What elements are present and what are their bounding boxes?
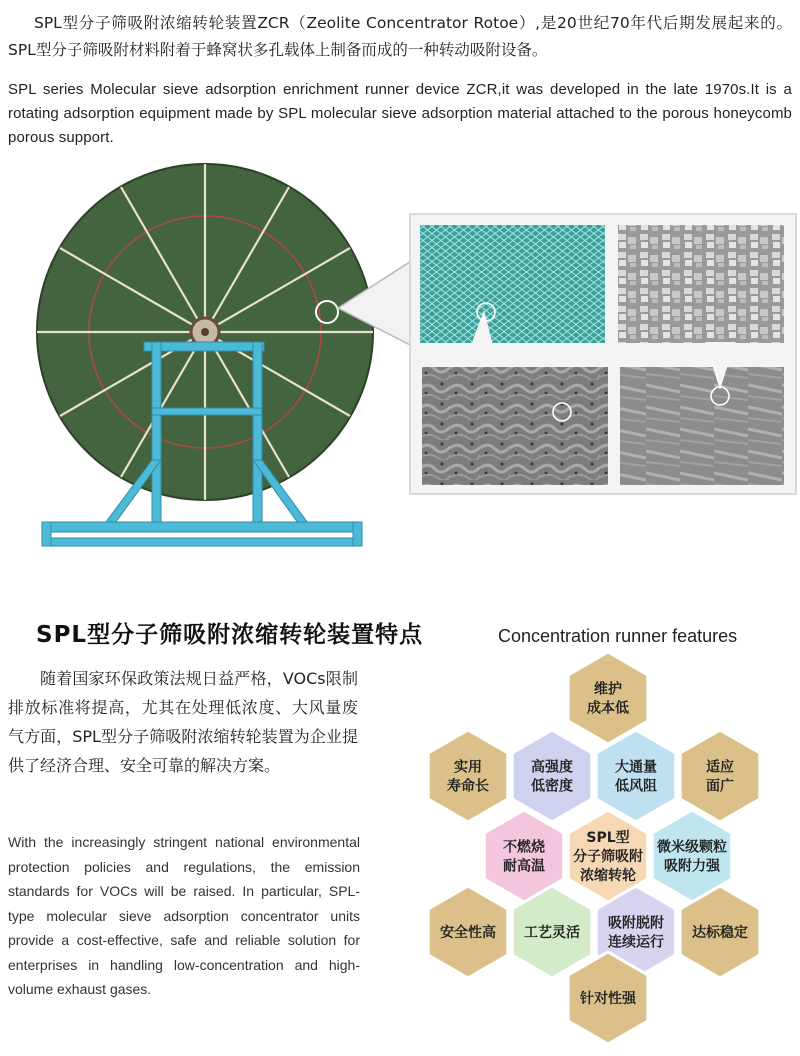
- hex-high-strength: [512, 730, 592, 822]
- hex-label: 分子筛吸附: [573, 849, 643, 865]
- runner-figure: [0, 160, 800, 560]
- hex-shape: [680, 730, 760, 822]
- hex-label: 大通量: [615, 759, 657, 776]
- fiber-micrograph: [620, 367, 784, 485]
- hex-label: 耐高温: [503, 858, 545, 875]
- hex-label: 微米级颗粒: [657, 839, 727, 856]
- hex-label: 低密度: [531, 778, 573, 795]
- features-hex-grid: [412, 648, 800, 1050]
- microscope-panel: [410, 214, 796, 494]
- hex-label: 适应: [706, 759, 734, 776]
- hex-label: 不燃烧: [503, 839, 545, 856]
- hex-label: 工艺灵活: [524, 925, 580, 941]
- hex-label: 针对性强: [580, 991, 636, 1007]
- hex-label: 实用: [454, 759, 482, 776]
- hex-wide-application: [680, 730, 760, 822]
- section-title: SPL型分子筛吸附浓缩转轮装置特点: [36, 622, 424, 648]
- hex-label: 安全性高: [440, 925, 496, 941]
- hex-label: 成本低: [587, 700, 629, 717]
- hex-label: 低风阻: [615, 778, 657, 795]
- hex-label: 高强度: [531, 759, 573, 776]
- hex-label: 浓缩转轮: [580, 868, 636, 884]
- surface-micrograph: [422, 367, 608, 485]
- runner-wheel: [37, 164, 373, 500]
- features-body-chinese: 随着国家环保政策法规日益严格，VOCs限制排放标准将提高，尤其在处理低浓度、大风量废气方面，SPL型分子筛吸附浓缩转轮装置为企业提供了经济合理、安全可靠的解决方案。: [8, 669, 358, 775]
- hex-label: 寿命长: [447, 778, 489, 795]
- hex-high-safety: [428, 886, 508, 978]
- hex-label: 维护: [594, 681, 622, 698]
- crystal-micrograph: [618, 225, 784, 343]
- features-body-english: With the increasingly stringent national environmental protection policies and regulations, the emission standards for VOCs will be raised. In particular, SPL-type molecular sieve adsorption concentrator units provide a cost-effective, safe and reliable solution for enterprises in handling low-concentration and high-volume exhaust gases.: [8, 834, 360, 997]
- hex-label: SPL型: [586, 830, 630, 846]
- hex-label: 吸附脱附: [608, 915, 664, 932]
- hex-label: 面广: [706, 778, 734, 795]
- hex-long-life: [428, 730, 508, 822]
- honeycomb-micrograph: [420, 225, 605, 343]
- hex-label: 吸附力强: [664, 858, 720, 875]
- hex-label: 连续运行: [608, 934, 664, 951]
- hex-shape: [512, 730, 592, 822]
- intro-chinese: SPL型分子筛吸附浓缩转轮装置ZCR（Zeolite Concentrator Rotoe）,是20世纪70年代后期发展起来的。SPL型分子筛吸附材料附着于蜂窝状多孔载体上制备而成的一种转动吸附设备。: [8, 14, 792, 59]
- section-title-english: Concentration runner features: [498, 626, 738, 646]
- hex-shape: [428, 730, 508, 822]
- intro-english: SPL series Molecular sieve adsorption enrichment runner device ZCR,it was developed in the late 1970s.It is a rotating adsorption equipment made by SPL molecular sieve adsorption material attached to the porous honeycomb porous support.: [8, 81, 792, 146]
- hex-label: 达标稳定: [692, 925, 748, 941]
